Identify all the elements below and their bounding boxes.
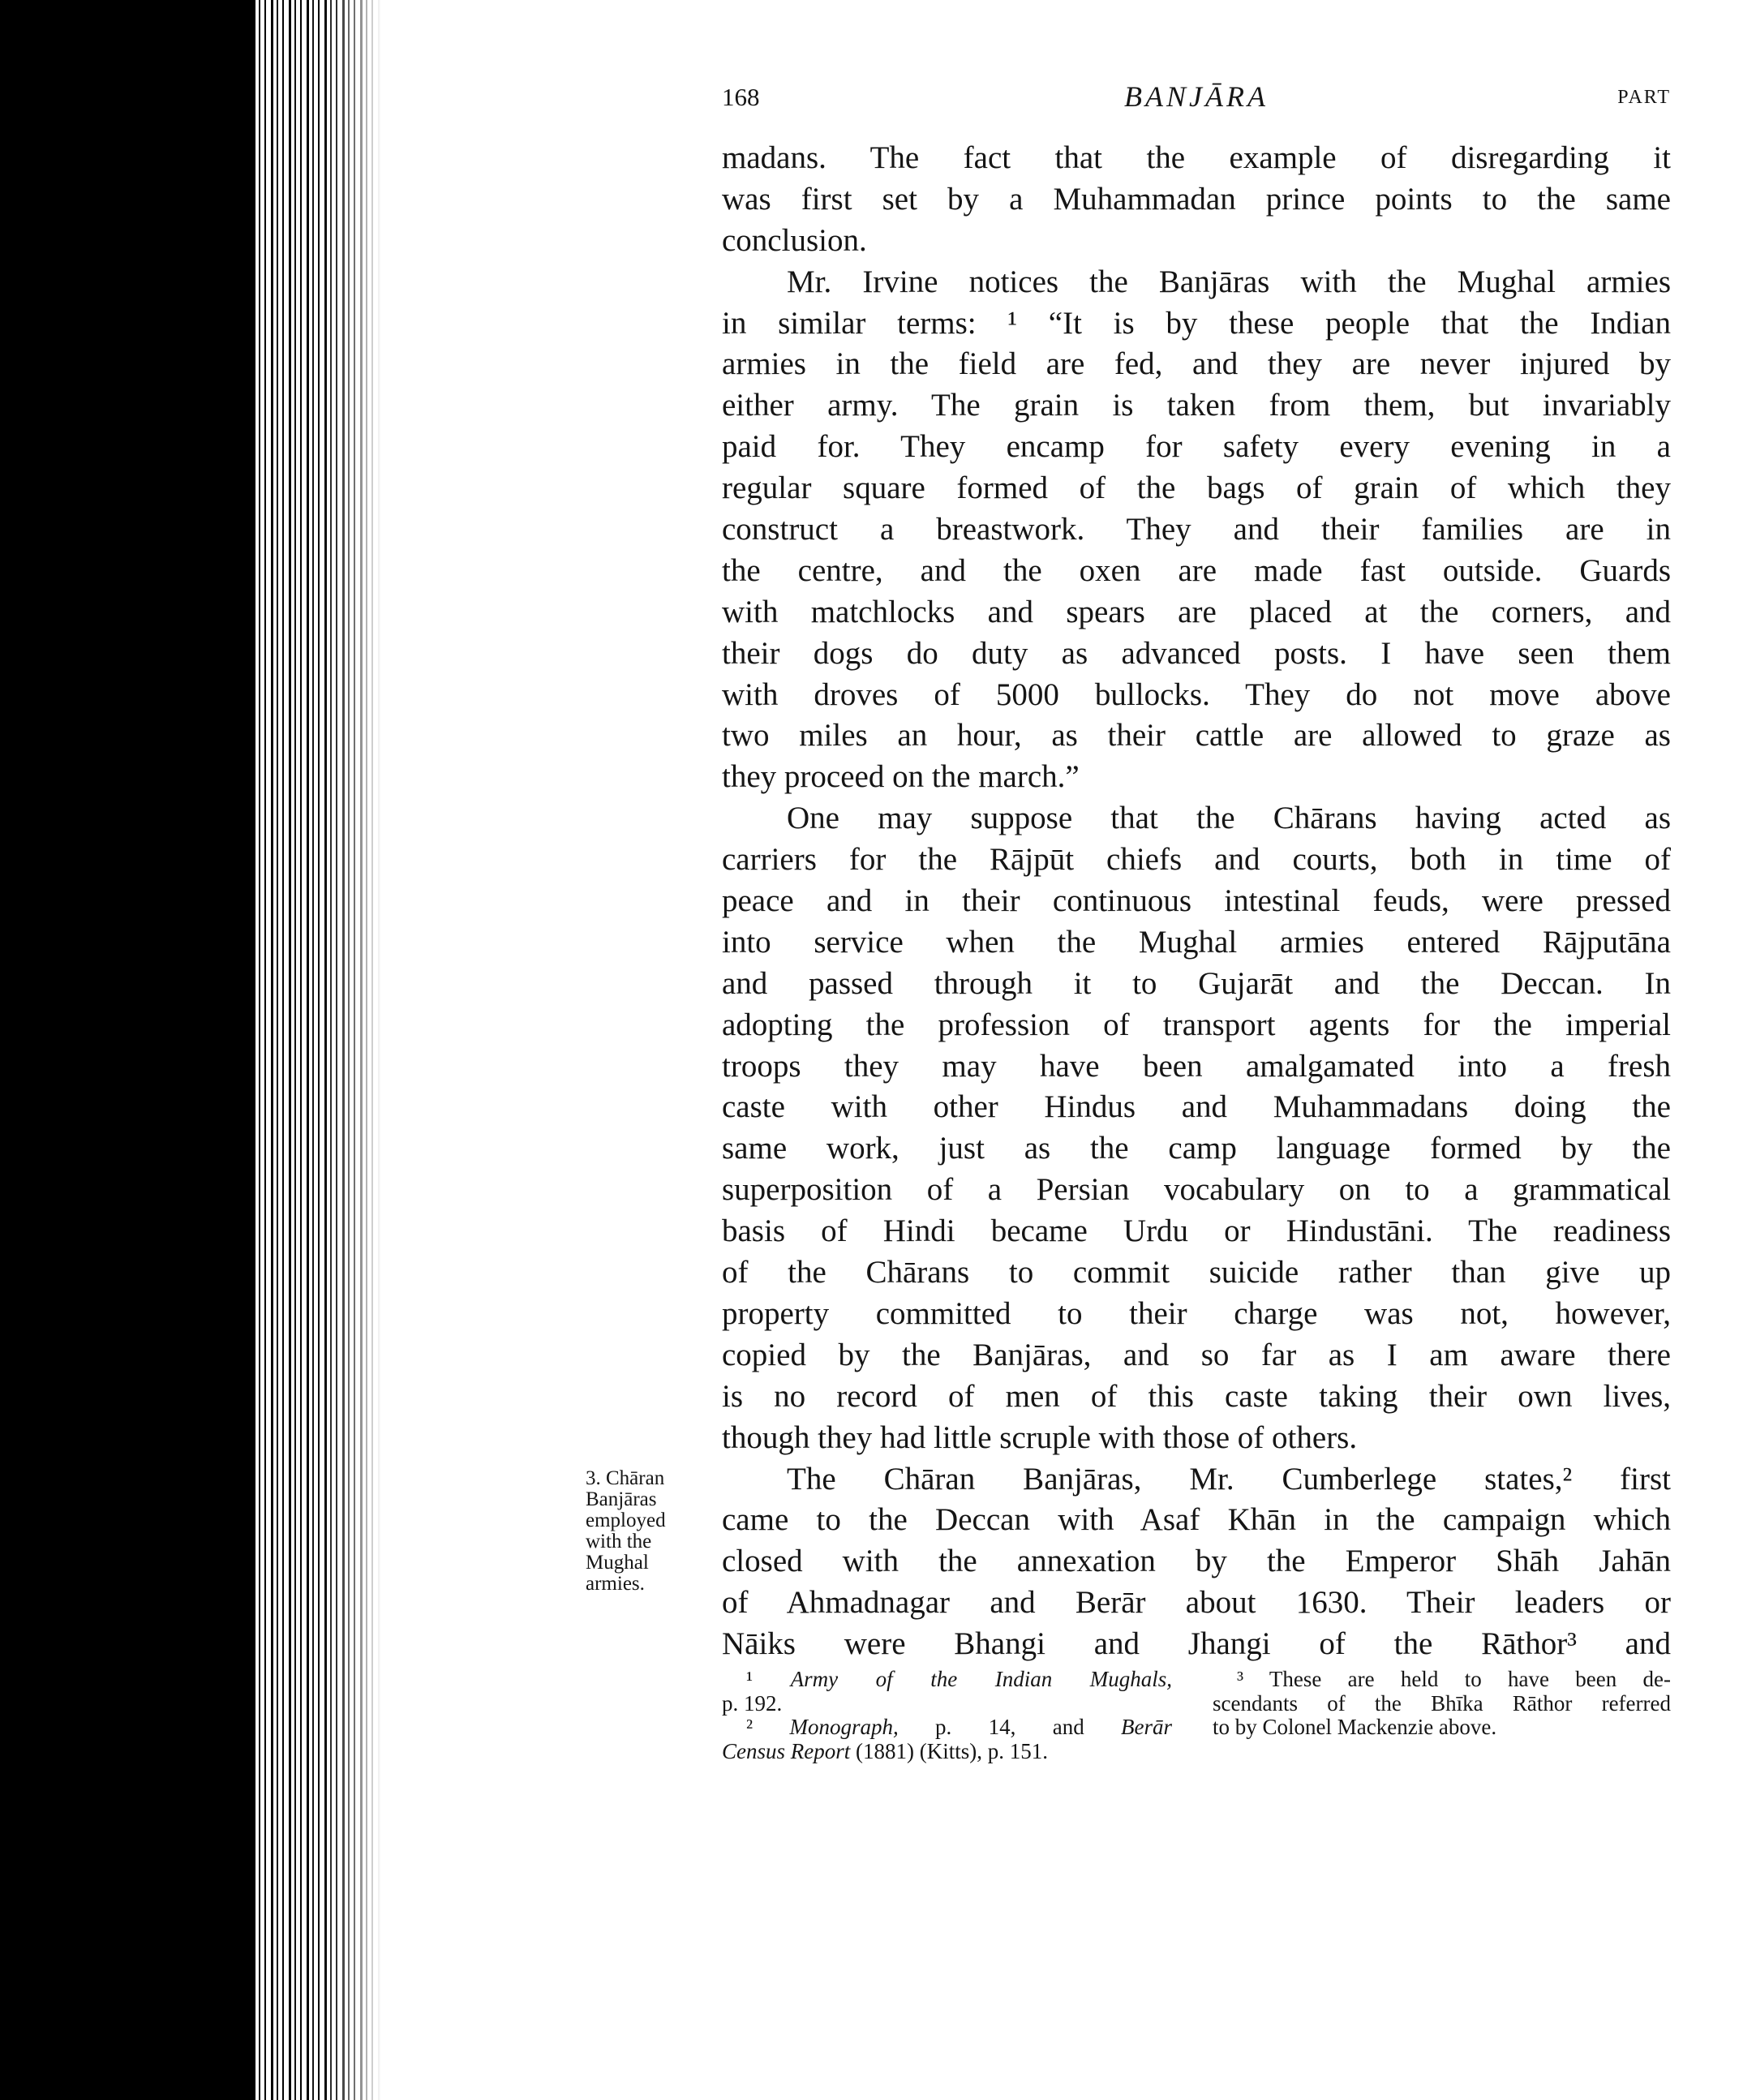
- sidenote-line: with the: [586, 1531, 652, 1552]
- text-line: closed with the annexation by the Emperor Shāh Jahān: [722, 1544, 1671, 1579]
- footnote-column-right: [1213, 1668, 1671, 1740]
- text-line: with droves of 5000 bullocks. They do not move above: [722, 676, 1671, 712]
- text-line: regular square formed of the bags of grain of which they: [722, 470, 1671, 506]
- page-number: 168: [722, 83, 760, 111]
- text-line: property committed to their charge was not, however,: [722, 1295, 1671, 1331]
- text-line: construct a breastwork. They and their families are in: [722, 512, 1671, 548]
- footnote-1-continued: p. 192.: [722, 1690, 783, 1716]
- text-line: caste with other Hindus and Muhammadans doing the: [722, 1089, 1671, 1125]
- text-line: copied by the Banjāras, and so far as I am aware there: [722, 1337, 1671, 1372]
- text-line: came to the Deccan with Asaf Khān in the campaign which: [722, 1502, 1671, 1538]
- body-text: [722, 138, 1671, 1665]
- text-line: of Ahmadnagar and Berār about 1630. Their leaders or: [722, 1585, 1671, 1621]
- text-line: Nāiks were Bhangi and Jhangi of the Rāthor³ and: [722, 1626, 1671, 1662]
- sidenote-line: armies.: [586, 1573, 645, 1595]
- sidenote-line: 3. Chāran: [586, 1467, 665, 1489]
- gutter-page-edges: [253, 0, 381, 2100]
- footnote-text: (1881) (Kitts), p. 151.: [856, 1738, 1048, 1763]
- footnote-citation-title: Berār: [1121, 1715, 1173, 1739]
- sidenote-line: employed: [586, 1510, 666, 1531]
- text-line: of the Chārans to commit suicide rather than give up: [722, 1255, 1671, 1290]
- text-line: the centre, and the oxen are made fast outside. Guards: [722, 552, 1671, 588]
- text-line: Mr. Irvine notices the Banjāras with the Mughal armies: [787, 264, 1671, 299]
- text-line: though they had little scruple with those of others.: [722, 1419, 1358, 1455]
- book-gutter-scan: [0, 0, 381, 2100]
- text-line: peace and in their continuous intestinal feuds, were pressed: [722, 883, 1671, 919]
- footnote-3-continued: to by Colonel Mackenzie above.: [1213, 1715, 1497, 1739]
- footnote-citation-title: Monograph,: [789, 1715, 899, 1739]
- text-line: was first set by a Muhammadan prince points to the same: [722, 181, 1671, 217]
- text-line: superposition of a Persian vocabulary on to a grammatical: [722, 1172, 1671, 1208]
- text-line: carriers for the Rājpūt chiefs and courts, both in time of: [722, 842, 1671, 878]
- text-line: is no record of men of this caste taking their own lives,: [722, 1378, 1671, 1414]
- footnote-citation-title: Census Report: [722, 1738, 851, 1763]
- text-line: with matchlocks and spears are placed at the corners, and: [722, 594, 1671, 629]
- text-line: two miles an hour, as their cattle are allowed to graze as: [722, 718, 1671, 754]
- margin-sidenote: [586, 1468, 699, 1595]
- part-label: PART: [1617, 87, 1671, 108]
- footnote-1: [722, 1668, 1172, 1692]
- text-line: in similar terms: ¹ “It is by these people that the Indian: [722, 305, 1671, 341]
- text-line: either army. The grain is taken from them, but invariably: [722, 388, 1671, 423]
- gutter-shadow: [0, 0, 253, 2100]
- footnote-text: p. 14, and: [935, 1715, 1084, 1739]
- text-line: into service when the Mughal armies entered Rājputāna: [722, 924, 1671, 960]
- text-line: paid for. They encamp for safety every evening in a: [722, 429, 1671, 465]
- footnote-column-left: [722, 1668, 1172, 1763]
- text-line: The Chāran Banjāras, Mr. Cumberlege states,² first: [787, 1461, 1671, 1497]
- footnote-2: [722, 1716, 1172, 1740]
- footnote-3: ³ These are held to have been de-: [1237, 1667, 1671, 1691]
- footnote-marker: ²: [746, 1715, 753, 1739]
- sidenote-line: Mughal: [586, 1552, 649, 1574]
- text-line: adopting the profession of transport agents for the imperial: [722, 1007, 1671, 1042]
- text-line: and passed through it to Gujarāt and the Deccan. In: [722, 965, 1671, 1001]
- text-line: troops they may have been amalgamated into a fresh: [722, 1048, 1671, 1084]
- text-line: One may suppose that the Chārans having acted as: [787, 801, 1671, 836]
- footnote-marker: ¹: [746, 1667, 753, 1691]
- running-title: BANJĀRA: [1124, 80, 1269, 113]
- text-line: madans. The fact that the example of disregarding it: [722, 140, 1671, 175]
- footnote-2-continued: [722, 1740, 1172, 1764]
- running-header: [722, 79, 1671, 128]
- text-line: conclusion.: [722, 222, 867, 258]
- text-line: they proceed on the march.”: [722, 759, 1080, 795]
- text-line: same work, just as the camp language formed by the: [722, 1131, 1671, 1166]
- text-line: basis of Hindi became Urdu or Hindustāni. The readiness: [722, 1213, 1671, 1249]
- text-line: their dogs do duty as advanced posts. I have seen them: [722, 635, 1671, 671]
- footnote-3-continued: scendants of the Bhīka Rāthor referred: [1213, 1690, 1671, 1716]
- footnote-citation-title: Army of the Indian Mughals,: [790, 1667, 1173, 1691]
- text-line: armies in the field are fed, and they are never injured by: [722, 346, 1671, 382]
- sidenote-line: Banjāras: [586, 1488, 657, 1510]
